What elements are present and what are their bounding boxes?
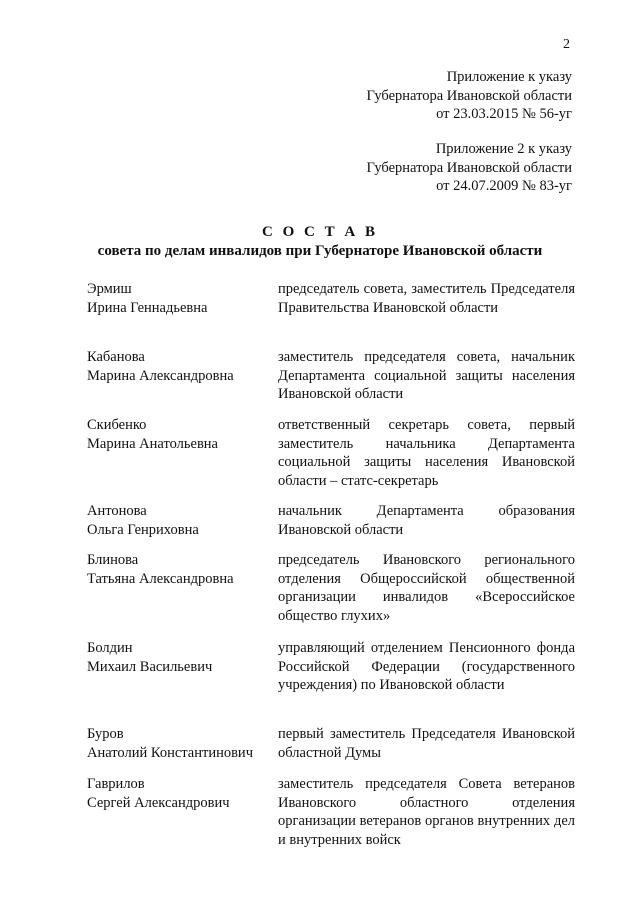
- member-role: председатель Ивановского регионального отделения Общероссийской общественной организации инвалидов «Всероссийское общество глухих»: [278, 552, 575, 624]
- member-surname: Антонова: [87, 503, 147, 519]
- appendix-line: от 23.03.2015 № 56-уг: [436, 106, 572, 122]
- member-surname: Скибенко: [87, 417, 147, 433]
- member-role: ответственный секретарь совета, первый заместитель начальника Департамента социальной защиты населения Ивановской области – статс-секретарь: [278, 417, 575, 489]
- appendix-line: Приложение 2 к указу: [435, 141, 572, 157]
- member-surname: Блинова: [87, 552, 139, 568]
- member-role: начальник Департамента образования Ивановской области: [278, 503, 575, 538]
- appendix-line: Губернатора Ивановской области: [366, 87, 572, 104]
- member-name: [87, 502, 272, 539]
- member-role: управляющий отделением Пенсионного фонда Российской Федерации (государственного учреждения) по Ивановской области: [278, 640, 575, 694]
- member-surname: Гаврилов: [87, 776, 145, 792]
- member-given-name: Марина Анатольевна: [87, 435, 218, 452]
- member-name: [87, 280, 272, 317]
- member-given-name: Марина Александровна: [87, 367, 234, 384]
- member-role: заместитель председателя совета, начальник Департамента социальной защиты населения Ивановской области: [278, 349, 575, 403]
- appendix-line: от 24.07.2009 № 83-уг: [436, 178, 572, 194]
- document-title: С О С Т А В: [262, 224, 378, 240]
- member-given-name: Ирина Геннадьевна: [87, 299, 208, 316]
- appendix-line: Приложение к указу: [446, 69, 572, 85]
- member-role: председатель совета, заместитель Председателя Правительства Ивановской области: [278, 281, 575, 316]
- appendix-note-2: [340, 140, 572, 196]
- member-name: [87, 348, 272, 385]
- member-name: [87, 775, 272, 812]
- member-given-name: Татьяна Александровна: [87, 570, 234, 587]
- member-name: [87, 551, 272, 588]
- document-title-block: [60, 223, 580, 261]
- member-role: заместитель председателя Совета ветеранов Ивановского областного отделения организации ветеранов органов внутренних дел и внутренних войск: [278, 776, 575, 848]
- member-name: [87, 639, 272, 676]
- member-surname: Болдин: [87, 640, 133, 656]
- page-number: 2: [563, 37, 570, 52]
- member-surname: Эрмиш: [87, 281, 132, 297]
- member-given-name: Сергей Александрович: [87, 794, 230, 811]
- member-given-name: Ольга Генриховна: [87, 521, 199, 538]
- member-name: [87, 416, 272, 453]
- appendix-line: Губернатора Ивановской области: [366, 159, 572, 176]
- member-given-name: Анатолий Константинович: [87, 744, 253, 761]
- member-given-name: Михаил Васильевич: [87, 658, 213, 675]
- member-role: первый заместитель Председателя Ивановской областной Думы: [278, 726, 575, 761]
- document-subtitle: совета по делам инвалидов при Губернаторе Ивановской области: [97, 243, 543, 259]
- member-surname: Кабанова: [87, 349, 145, 365]
- member-surname: Буров: [87, 726, 124, 742]
- member-name: [87, 725, 272, 762]
- appendix-note-1: [340, 68, 572, 124]
